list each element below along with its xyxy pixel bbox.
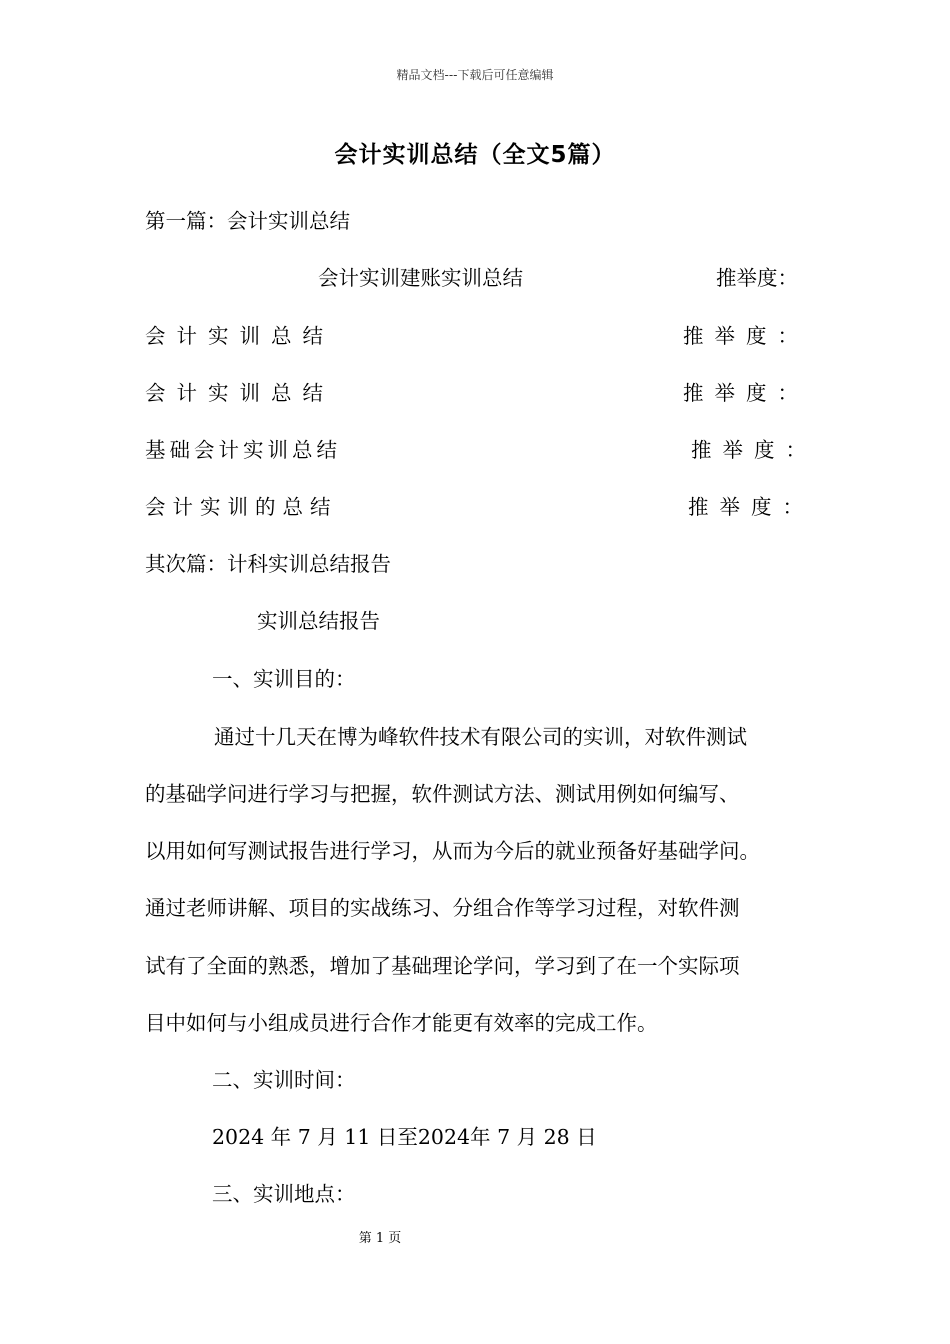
paragraph-line: 通过十几天在博为峰软件技术有限公司的实训，对软件测试 (214, 725, 747, 749)
toc-item-1-rating: 推举度： (683, 324, 809, 348)
purpose-heading: 一、实训目的： (212, 667, 356, 691)
toc-item-2: 会计实训总结 (145, 381, 334, 405)
time-heading: 二、实训时间： (212, 1068, 356, 1092)
paragraph-line: 的基础学问进行学习与把握，软件测试方法、测试用例如何编写、 (145, 782, 740, 806)
paragraph-line: 通过老师讲解、项目的实战练习、分组合作等学习过程，对软件测 (145, 896, 740, 920)
report-title: 实训总结报告 (257, 609, 380, 633)
toc-item-3-rating: 推举度： (691, 438, 817, 462)
toc-item-3: 基础会计实训总结 (145, 438, 341, 462)
time-value: 2024 年 7 月 11 日至2024年 7 月 28 日 (212, 1125, 597, 1149)
section1-heading: 第一篇：会计实训总结 (145, 209, 350, 233)
toc-item-1: 会计实训总结 (145, 324, 334, 348)
paragraph-line: 以用如何写测试报告进行学习，从而为今后的就业预备好基础学问。 (145, 839, 760, 863)
section1-subtitle-rating: 推举度： (716, 266, 798, 290)
toc-item-2-rating: 推举度： (683, 381, 809, 405)
paragraph-line: 目中如何与小组成员进行合作才能更有效率的完成工作。 (145, 1011, 658, 1035)
section2-heading: 其次篇：计科实训总结报告 (145, 552, 391, 576)
section1-subtitle: 会计实训建账实训总结 (318, 266, 523, 290)
location-heading: 三、实训地点： (212, 1182, 356, 1206)
paragraph-line: 试有了全面的熟悉，增加了基础理论学问，学习到了在一个实际项 (145, 954, 740, 978)
toc-item-4: 会计实训的总结 (145, 495, 338, 519)
toc-item-4-rating: 推举度： (688, 495, 814, 519)
page-number: 第 1 页 (358, 1231, 402, 1246)
document-title: 会计实训总结（全文5篇） (334, 142, 616, 168)
page-header: 精品文档---下载后可任意编辑 (396, 68, 554, 82)
